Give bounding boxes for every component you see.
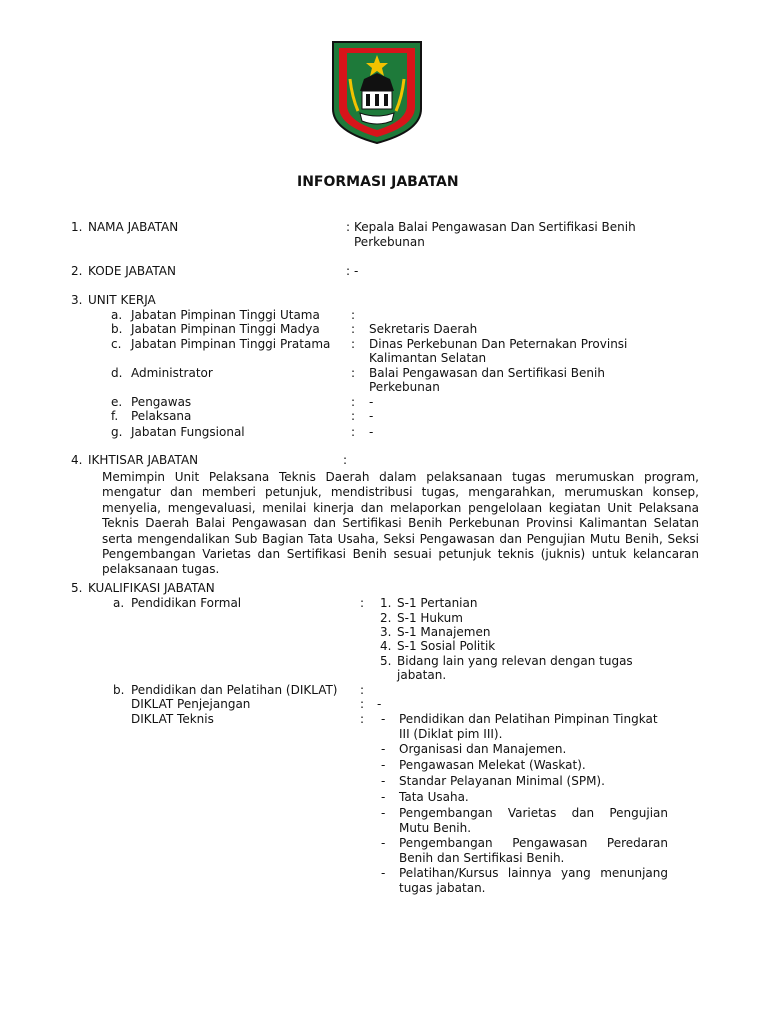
pendidikan-formal-label: Pendidikan Formal: [131, 596, 242, 610]
section-4-number: 4.: [71, 453, 83, 467]
education-item: S-1 Sosial Politik: [397, 639, 496, 653]
section-3-number: 3.: [71, 293, 83, 307]
unit-kerja-label: Jabatan Fungsional: [131, 425, 245, 439]
unit-kerja-label: Jabatan Pimpinan Tinggi Pratama: [131, 337, 331, 351]
diklat-item-dash: -: [381, 806, 386, 820]
section-1-value-cont: Perkebunan: [354, 235, 425, 249]
unit-kerja-value-cont: Perkebunan: [369, 380, 440, 394]
unit-kerja-value: Balai Pengawasan dan Sertifikasi Benih: [369, 366, 605, 380]
document-title: INFORMASI JABATAN: [297, 174, 459, 190]
section-2-label: KODE JABATAN: [88, 264, 176, 278]
education-item: S-1 Manajemen: [397, 625, 491, 639]
diklat-teknis-label: DIKLAT Teknis: [131, 712, 214, 726]
unit-kerja-label: Jabatan Pimpinan Tinggi Madya: [131, 322, 320, 336]
section-5-label: KUALIFIKASI JABATAN: [88, 581, 215, 595]
pendidikan-formal-colon: :: [360, 596, 365, 610]
ikhtisar-paragraph: Memimpin Unit Pelaksana Teknis Daerah dalam pelaksanaan tugas merumuskan program, mengatur dan memberi petunjuk, mendistribusi tugas, mengarahkan, merumuskan konsep, menyelia, mengevaluasi, menilai kinerja dan melaporkan pengelolaan kegiatan Unit Pelaksana Teknis Daerah Balai Pengawasan dan Sertifikasi Benih Perkebunan Provinsi Kalimantan Selatan serta mengendalikan Sub Bagian Tata Usaha, Seksi Pengawasan dan Pengujian Mutu Benih, Seksi Pengembangan Varietas dan Sertifikasi Benih sesuai petunjuk teknis (juknis) untuk kelancaran pelaksanaan tugas.: [102, 470, 699, 577]
unit-kerja-colon: :: [351, 409, 356, 423]
unit-kerja-label: Pelaksana: [131, 409, 192, 423]
diklat-item-dash: -: [381, 866, 386, 880]
education-item-number: 2.: [380, 611, 392, 625]
unit-kerja-value: -: [369, 425, 374, 439]
education-item-number: 4.: [380, 639, 392, 653]
section-1-number: 1.: [71, 220, 83, 234]
section-2-value: -: [354, 264, 359, 278]
education-item-number: 5.: [380, 654, 392, 668]
province-coat-of-arms-logo: [330, 39, 424, 145]
diklat-item: Pelatihan/Kursus lainnya yang menunjang: [399, 866, 668, 880]
diklat-penjejangan-label: DIKLAT Penjejangan: [131, 697, 251, 711]
unit-kerja-value: Dinas Perkebunan Dan Peternakan Provinsi: [369, 337, 628, 351]
pendidikan-formal-letter: a.: [113, 596, 125, 610]
section-4-colon: :: [343, 453, 348, 467]
diklat-item-cont: tugas jabatan.: [399, 881, 486, 895]
education-item-number: 1.: [380, 596, 392, 610]
diklat-item: Pengembangan Varietas dan Pengujian: [399, 806, 668, 820]
unit-kerja-colon: :: [351, 366, 356, 380]
section-2-number: 2.: [71, 264, 83, 278]
unit-kerja-colon: :: [351, 322, 356, 336]
education-item: S-1 Pertanian: [397, 596, 478, 610]
unit-kerja-colon: :: [351, 308, 356, 322]
diklat-item-dash: -: [381, 758, 386, 772]
unit-kerja-colon: :: [351, 425, 356, 439]
unit-kerja-colon: :: [351, 395, 356, 409]
diklat-label: Pendidikan dan Pelatihan (DIKLAT): [131, 683, 338, 697]
diklat-penjejangan-colon: :: [360, 697, 365, 711]
education-item-cont: jabatan.: [397, 668, 447, 682]
diklat-item-cont: III (Diklat pim III).: [399, 727, 503, 741]
diklat-teknis-colon: :: [360, 712, 365, 726]
diklat-item: Pengembangan Pengawasan Peredaran: [399, 836, 668, 850]
unit-kerja-letter: c.: [111, 337, 122, 351]
education-item: Bidang lain yang relevan dengan tugas: [397, 654, 633, 668]
diklat-item: Pendidikan dan Pelatihan Pimpinan Tingkat: [399, 712, 658, 726]
diklat-item-dash: -: [381, 790, 386, 804]
unit-kerja-letter: b.: [111, 322, 123, 336]
diklat-item-dash: -: [381, 836, 386, 850]
section-3-label: UNIT KERJA: [88, 293, 156, 307]
diklat-item: Organisasi dan Manajemen.: [399, 742, 567, 756]
education-item: S-1 Hukum: [397, 611, 463, 625]
diklat-item: Pengawasan Melekat (Waskat).: [399, 758, 586, 772]
section-2-colon: :: [346, 264, 351, 278]
section-1-colon: :: [346, 220, 351, 234]
unit-kerja-colon: :: [351, 337, 356, 351]
unit-kerja-value: Sekretaris Daerah: [369, 322, 478, 336]
unit-kerja-value: -: [369, 395, 374, 409]
unit-kerja-letter: f.: [111, 409, 119, 423]
unit-kerja-label: Jabatan Pimpinan Tinggi Utama: [131, 308, 320, 322]
unit-kerja-letter: g.: [111, 425, 123, 439]
diklat-letter: b.: [113, 683, 125, 697]
section-5-number: 5.: [71, 581, 83, 595]
section-4-label: IKHTISAR JABATAN: [88, 453, 199, 467]
unit-kerja-letter: e.: [111, 395, 123, 409]
unit-kerja-value-cont: Kalimantan Selatan: [369, 351, 487, 365]
section-1-value: Kepala Balai Pengawasan Dan Sertifikasi Benih: [354, 220, 636, 234]
diklat-item-cont: Benih dan Sertifikasi Benih.: [399, 851, 565, 865]
diklat-item-dash: -: [381, 712, 386, 726]
unit-kerja-letter: d.: [111, 366, 123, 380]
diklat-item-dash: -: [381, 742, 386, 756]
diklat-item: Tata Usaha.: [399, 790, 469, 804]
unit-kerja-label: Administrator: [131, 366, 213, 380]
education-item-number: 3.: [380, 625, 392, 639]
diklat-item-dash: -: [381, 774, 386, 788]
diklat-item-cont: Mutu Benih.: [399, 821, 472, 835]
diklat-penjejangan-value: -: [377, 697, 382, 711]
unit-kerja-label: Pengawas: [131, 395, 192, 409]
section-1-label: NAMA JABATAN: [88, 220, 179, 234]
diklat-colon: :: [360, 683, 365, 697]
unit-kerja-letter: a.: [111, 308, 123, 322]
diklat-item: Standar Pelayanan Minimal (SPM).: [399, 774, 605, 788]
unit-kerja-value: -: [369, 409, 374, 423]
